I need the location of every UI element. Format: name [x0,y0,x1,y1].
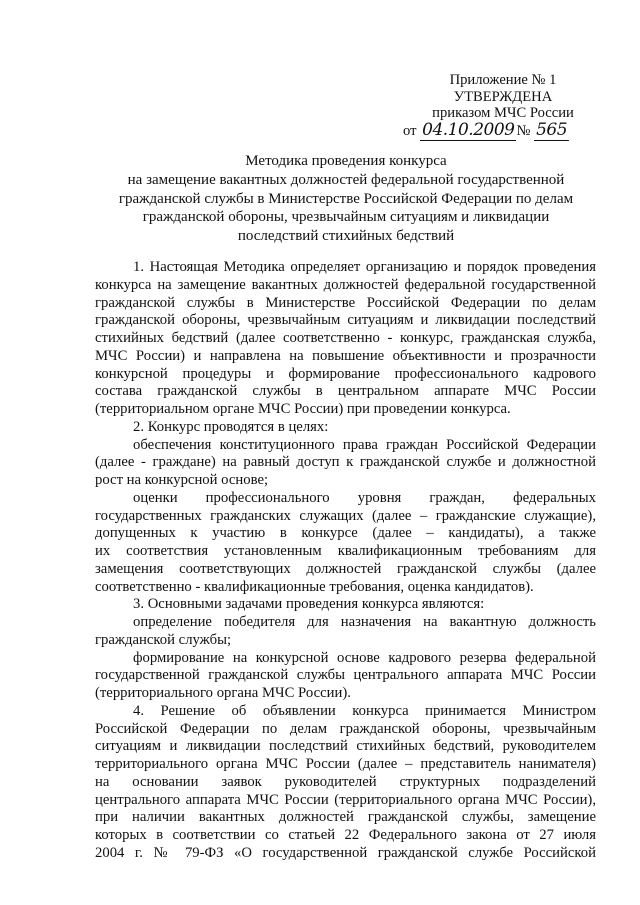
body-line: МЧС России) и направлена на повышение объективности и прозрачности [95,347,596,364]
handwritten-date: 04.10.2009 [422,119,515,140]
body-line: (территориальном органе МЧС России) при проведении конкурса. [95,401,511,417]
body-line: 2. Конкурс проводятся в целях: [133,418,329,435]
approval-stamp [403,72,603,139]
title-line: гражданской обороны, чрезвычайным ситуациям и ликвидации [142,209,550,226]
body-line: формирование на конкурсной основе кадрового резерва федеральной [133,649,596,666]
body-line: рост на конкурсной основе; [95,472,269,488]
body-line: их соответствия установленным квалификационным требованиям для [95,543,596,559]
body-line: соответственно - квалификационные требования, оценка кандидатов). [95,578,534,595]
body-line: территориального органа МЧС России (далее – представитель нанимателя) [95,756,596,772]
body-line: определение победителя для назначения на вакантную должность [133,614,596,630]
body-line: (территориального органа МЧС России). [95,685,351,701]
title-line: гражданской службы в Министерстве Российской Федерации по делам [118,190,574,207]
body-line: стихийных бедствий (далее соответственно - конкурс, гражданская служба, [95,330,596,346]
body-line: конкурсной процедуры и формирование профессионального кадрового [95,365,596,382]
title-line: Методика проведения конкурса [245,153,447,169]
body-line: конкурса на замещение вакантных должностей федеральной государственной [95,276,596,293]
body-line: оценки профессионального уровня граждан, федеральных [133,489,596,506]
body-line: допущенных к участию в конкурсе (далее – кандидаты), а также [95,525,596,542]
number-sign: № [516,122,531,139]
body-line: гражданской обороны, чрезвычайным ситуациям и ликвидации последствий [95,312,596,329]
order-label: приказом МЧС России [432,105,574,121]
handwritten-number: 565 [536,119,568,140]
title-line: последствий стихийных бедствий [237,228,455,245]
body-line: (далее - граждане) на равный доступ к гражданской службе и должностной [95,454,596,471]
body-line: состава гражданской службы в центральном аппарате МЧС России [95,383,596,400]
order-date-line [403,119,603,140]
body-line: гражданской службы; [95,631,232,648]
body-line: Российской Федерации по делам гражданской обороны, чрезвычайным [95,720,596,737]
body-line: 2004 г. № 79-ФЗ «О государственной гражданской службе Российской [95,844,596,861]
body-line: при наличии вакантных должностей гражданской службы, замещение [95,809,596,826]
appendix-label: Приложение № 1 [449,72,557,88]
body-line: 3. Основными задачами проведения конкурса являются: [133,596,485,613]
date-prefix: от [403,122,417,139]
body-line: обеспечения конституционного права граждан Российской Федерации [133,436,596,453]
body-line: государственной гражданской службы центрального аппарата МЧС России [95,667,596,684]
body-line: гражданской службы в Министерстве Российской Федерации по делам [95,294,596,311]
body-line: на основании заявок руководителей структурных подразделений [95,773,596,790]
document-body [95,259,596,863]
document-title [96,152,596,246]
body-line: замещения соответствующих должностей гражданской службы (далее [95,560,596,577]
body-line: которых в соответствии со статьей 22 Федерального закона от 27 июля [95,827,596,843]
body-line: центрального аппарата МЧС России (территориального органа МЧС России), [95,791,596,808]
body-line: ситуациям и ликвидации последствий стихийных бедствий, руководителем [95,738,596,755]
body-line: 4. Решение об объявлении конкурса принимается Министром [133,702,596,719]
body-line: 1. Настоящая Методика определяет организацию и порядок проведения [133,259,596,275]
title-line: на замещение вакантных должностей федеральной государственной [127,171,565,188]
body-line: государственных гражданских служащих (далее – гражданские служащие), [95,507,596,524]
approved-label: УТВЕРЖДЕНА [453,88,553,105]
